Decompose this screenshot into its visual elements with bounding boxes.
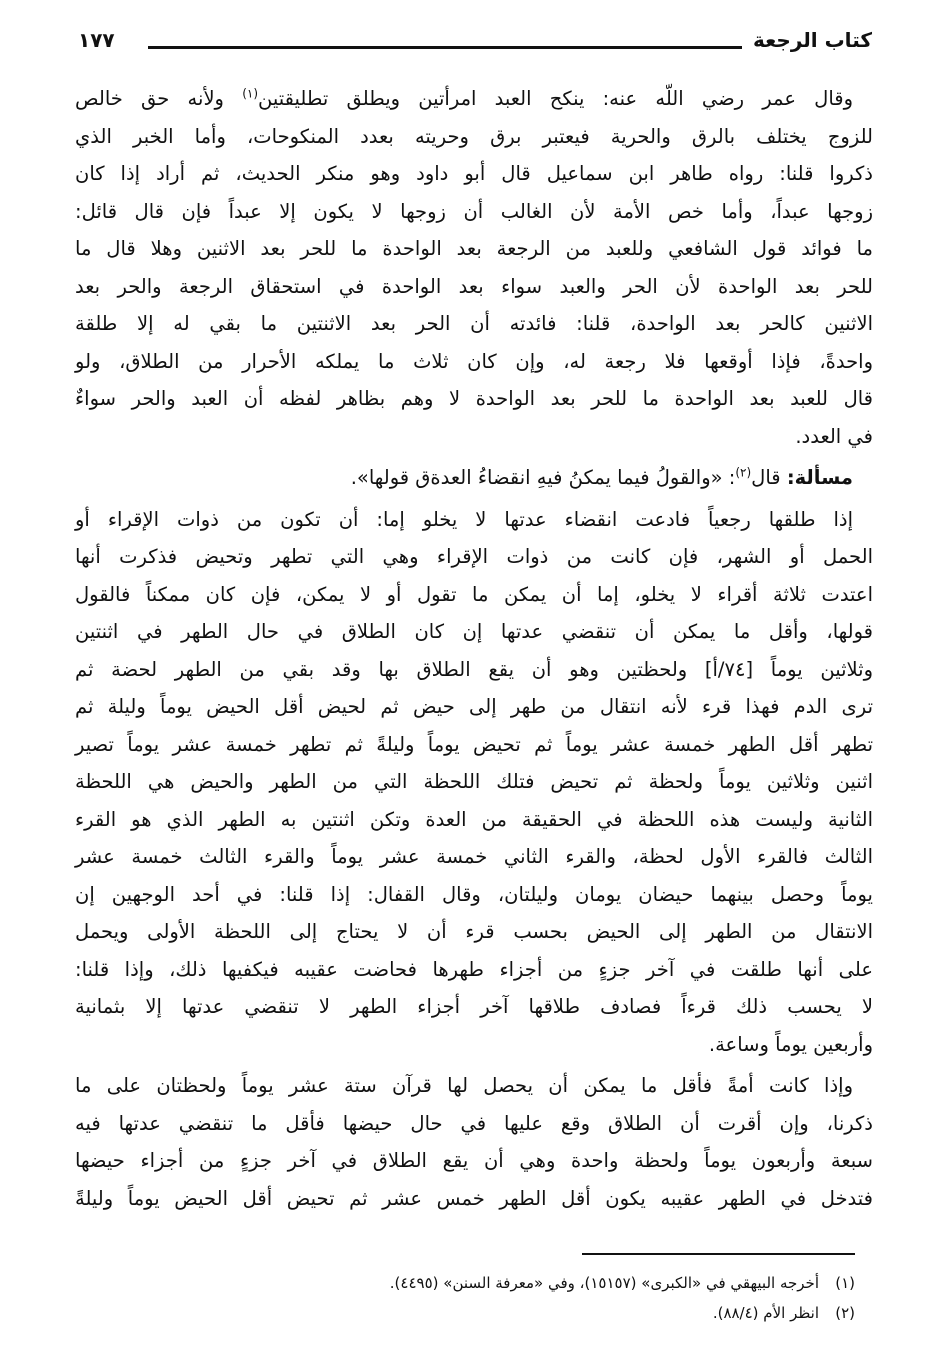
masala-paragraph (75, 459, 873, 497)
footnote (390, 1298, 855, 1328)
text-line: زوجها عبداً، وأما خص الأمة لأن الغالب أن زوجها لا يكون إلا عبداً فإن قال قائل: (75, 199, 873, 223)
text-line: الثانية وليست هذه اللحظة في الحقيقة من العدة وتكن اثنتين به الطهر الذي هو القرء (75, 807, 873, 831)
text-line: واحدةً، فإذا أوقعها فلا رجعة له، وإن كان ثلاث ما يملكه الأحرار من الطلاق، ولو (75, 349, 873, 373)
footnote (390, 1268, 855, 1298)
footnote-number: (١) (835, 1274, 855, 1292)
text-line: في العدد. (795, 424, 873, 448)
text-line: للحر بعد الواحدة لأن الحر والعبد سواء بعد الواحدة في استحقاق الرجعة والحر بعد (75, 274, 873, 298)
text-line: وإذا كانت أمةً فأقل ما يمكن أن يحصل لها قرآن ستة عشر يوماً ولحظتان على ما (75, 1074, 853, 1097)
footnote-ref-2[interactable]: (٢) (735, 465, 752, 480)
paragraph-4 (75, 1067, 873, 1217)
main-text (75, 80, 873, 1221)
text-line: الانتقال من الطهر إلى الحيض بحسب قرء أن لا يحتاج إلى اللحظة الأولى ويحمل (75, 920, 873, 943)
footnote-rule (582, 1253, 855, 1255)
text-line: فتدخل في الطهر عقيبه يكون أقل الطهر خمس عشر ثم تحيض أقل الحيض يوماً وليلةً (75, 1186, 873, 1210)
text-line: يوماً وحصل بينهما حيضان يومان وليلتان، وقال القفال: إذا قلنا: في أحد الوجهين إن (75, 882, 873, 906)
line-text: ولأنه حق خالص (75, 87, 224, 110)
text-line: ذكرنا، وإن أقرت أن الطلاق وقع عليها في حال حيضها فأقل ما تنقضي عدتها فيه (75, 1111, 873, 1135)
text-line: ذكروا قلنا: رواه طاهر ابن سماعيل قال أبو داود وهو منكر الحديث، ثم أراد إذا كان (75, 162, 873, 185)
text-line: الحمل أو الشهر، فإن كانت من ذوات الإقراء وهي التي تطهر وتحيض فذكرت أنها (75, 545, 873, 568)
text-line (75, 80, 873, 118)
footnote-ref-1[interactable]: (١) (242, 86, 259, 101)
text-line: وأربعين يوماً وساعة. (708, 1032, 873, 1056)
header-rule (148, 46, 742, 49)
footnote-text: انظر الأم (٨٨/٤). (712, 1304, 819, 1322)
text-line: قولها، وأقل ما يمكن أن تنقضي عدتها إن كان الطلاق في حال الطهر في اثنتين (75, 620, 873, 643)
text-line: تطهر أقل الطهر خمسة عشر يوماً ثم تحيض يوماً وليلةً ثم تطهر خمسة عشر يوماً تصير (75, 732, 873, 756)
page-number: ١٧٧ (78, 28, 115, 52)
masala-label: مسألة: (786, 466, 853, 489)
text-line: قال للعبد بعد الواحدة ما للحر بعد الواحدة لا وهم بظاهر لفظه أن العبد والحر سواءٌ (75, 387, 873, 410)
text-line: إذا طلقها رجعياً فادعت انقضاء عدتها لا يخلو إما: أن تكون من ذوات الإقراء أو (75, 507, 853, 531)
text-line: الثالث فالقرء الأول لحظة، والقرء الثاني خمسة عشر يوماً والقرء الثالث خمسة عشر (75, 845, 873, 868)
text-line: ترى الدم فهذا قرء لأنه انتقال من طهر إلى حيض ثم لحيض أقل الحيض يوماً وليلة ثم (75, 695, 873, 718)
line-text: وقال عمر رضي اللّه عنه: ينكح العبد امرأتين ويطلق تطليقتين (258, 87, 854, 110)
paragraph-3 (75, 501, 873, 1064)
text-line: ما فوائد قول الشافعي وللعبد من الرجعة بعد الواحدة ما للحر بعد الاثنين وهلا قال ما (75, 237, 873, 260)
text-line: الاثنين كالحر بعد الواحدة، قلنا: فائدته أن الحر بعد الاثنتين ما بقي له إلا طلقة (75, 312, 873, 335)
text-line: وثلاثين يوماً [٧٤/أ] ولحظتين وهو أن يقع الطلاق بها وقد بقي من الطهر لحضة ثم (75, 657, 873, 681)
text-line (75, 459, 873, 497)
line-text: قال (751, 466, 781, 489)
text-line: اثنين وثلاثين يوماً ولحظة ثم تحيض فتلك اللحظة التي من الطهر والحيض هي اللحظة (75, 770, 873, 793)
paragraph-1 (75, 80, 873, 455)
footnote-text: أخرجه البيهقي في «الكبرى» (١٥١٥٧)، وفي «معرفة السنن» (٤٤٩٥). (389, 1274, 819, 1292)
chapter-title: كتاب الرجعة (752, 28, 872, 52)
text-line: سبعة وأربعون يوماً ولحظة واحدة وهي أن يقع الطلاق في آخر جزءٍ من أجزاء حيضها (75, 1149, 873, 1172)
text-line: لا يحسب ذلك قرءاً فصادف طلاقها آخر أجزاء الطهر لا تنقضي عدتها إلا بثمانية (75, 995, 873, 1018)
footnote-number: (٢) (835, 1304, 855, 1322)
text-line: اعتدت ثلاثة أقراء لا يخلو، إما أن يمكن ما تقول أو لا يمكن، فإن كان ممكناً فالقول (75, 582, 873, 606)
footnotes (390, 1268, 855, 1328)
running-header (78, 24, 872, 64)
text-line: على أنها طلقت في آخر جزءٍ من أجزاء طهرها فحاضت عقيبه فيكفيها ذلك، وإذا قلنا: (75, 957, 873, 981)
text-line: للزوج يختلف بالرق والحرية فيعتبر برق وحريته بعدد المنكوحات، وأما الخبر الذي (75, 124, 873, 148)
line-text: : «والقولُ فيما يمكنُ فيهِ انقضاءُ العدةق قولها». (350, 466, 736, 489)
